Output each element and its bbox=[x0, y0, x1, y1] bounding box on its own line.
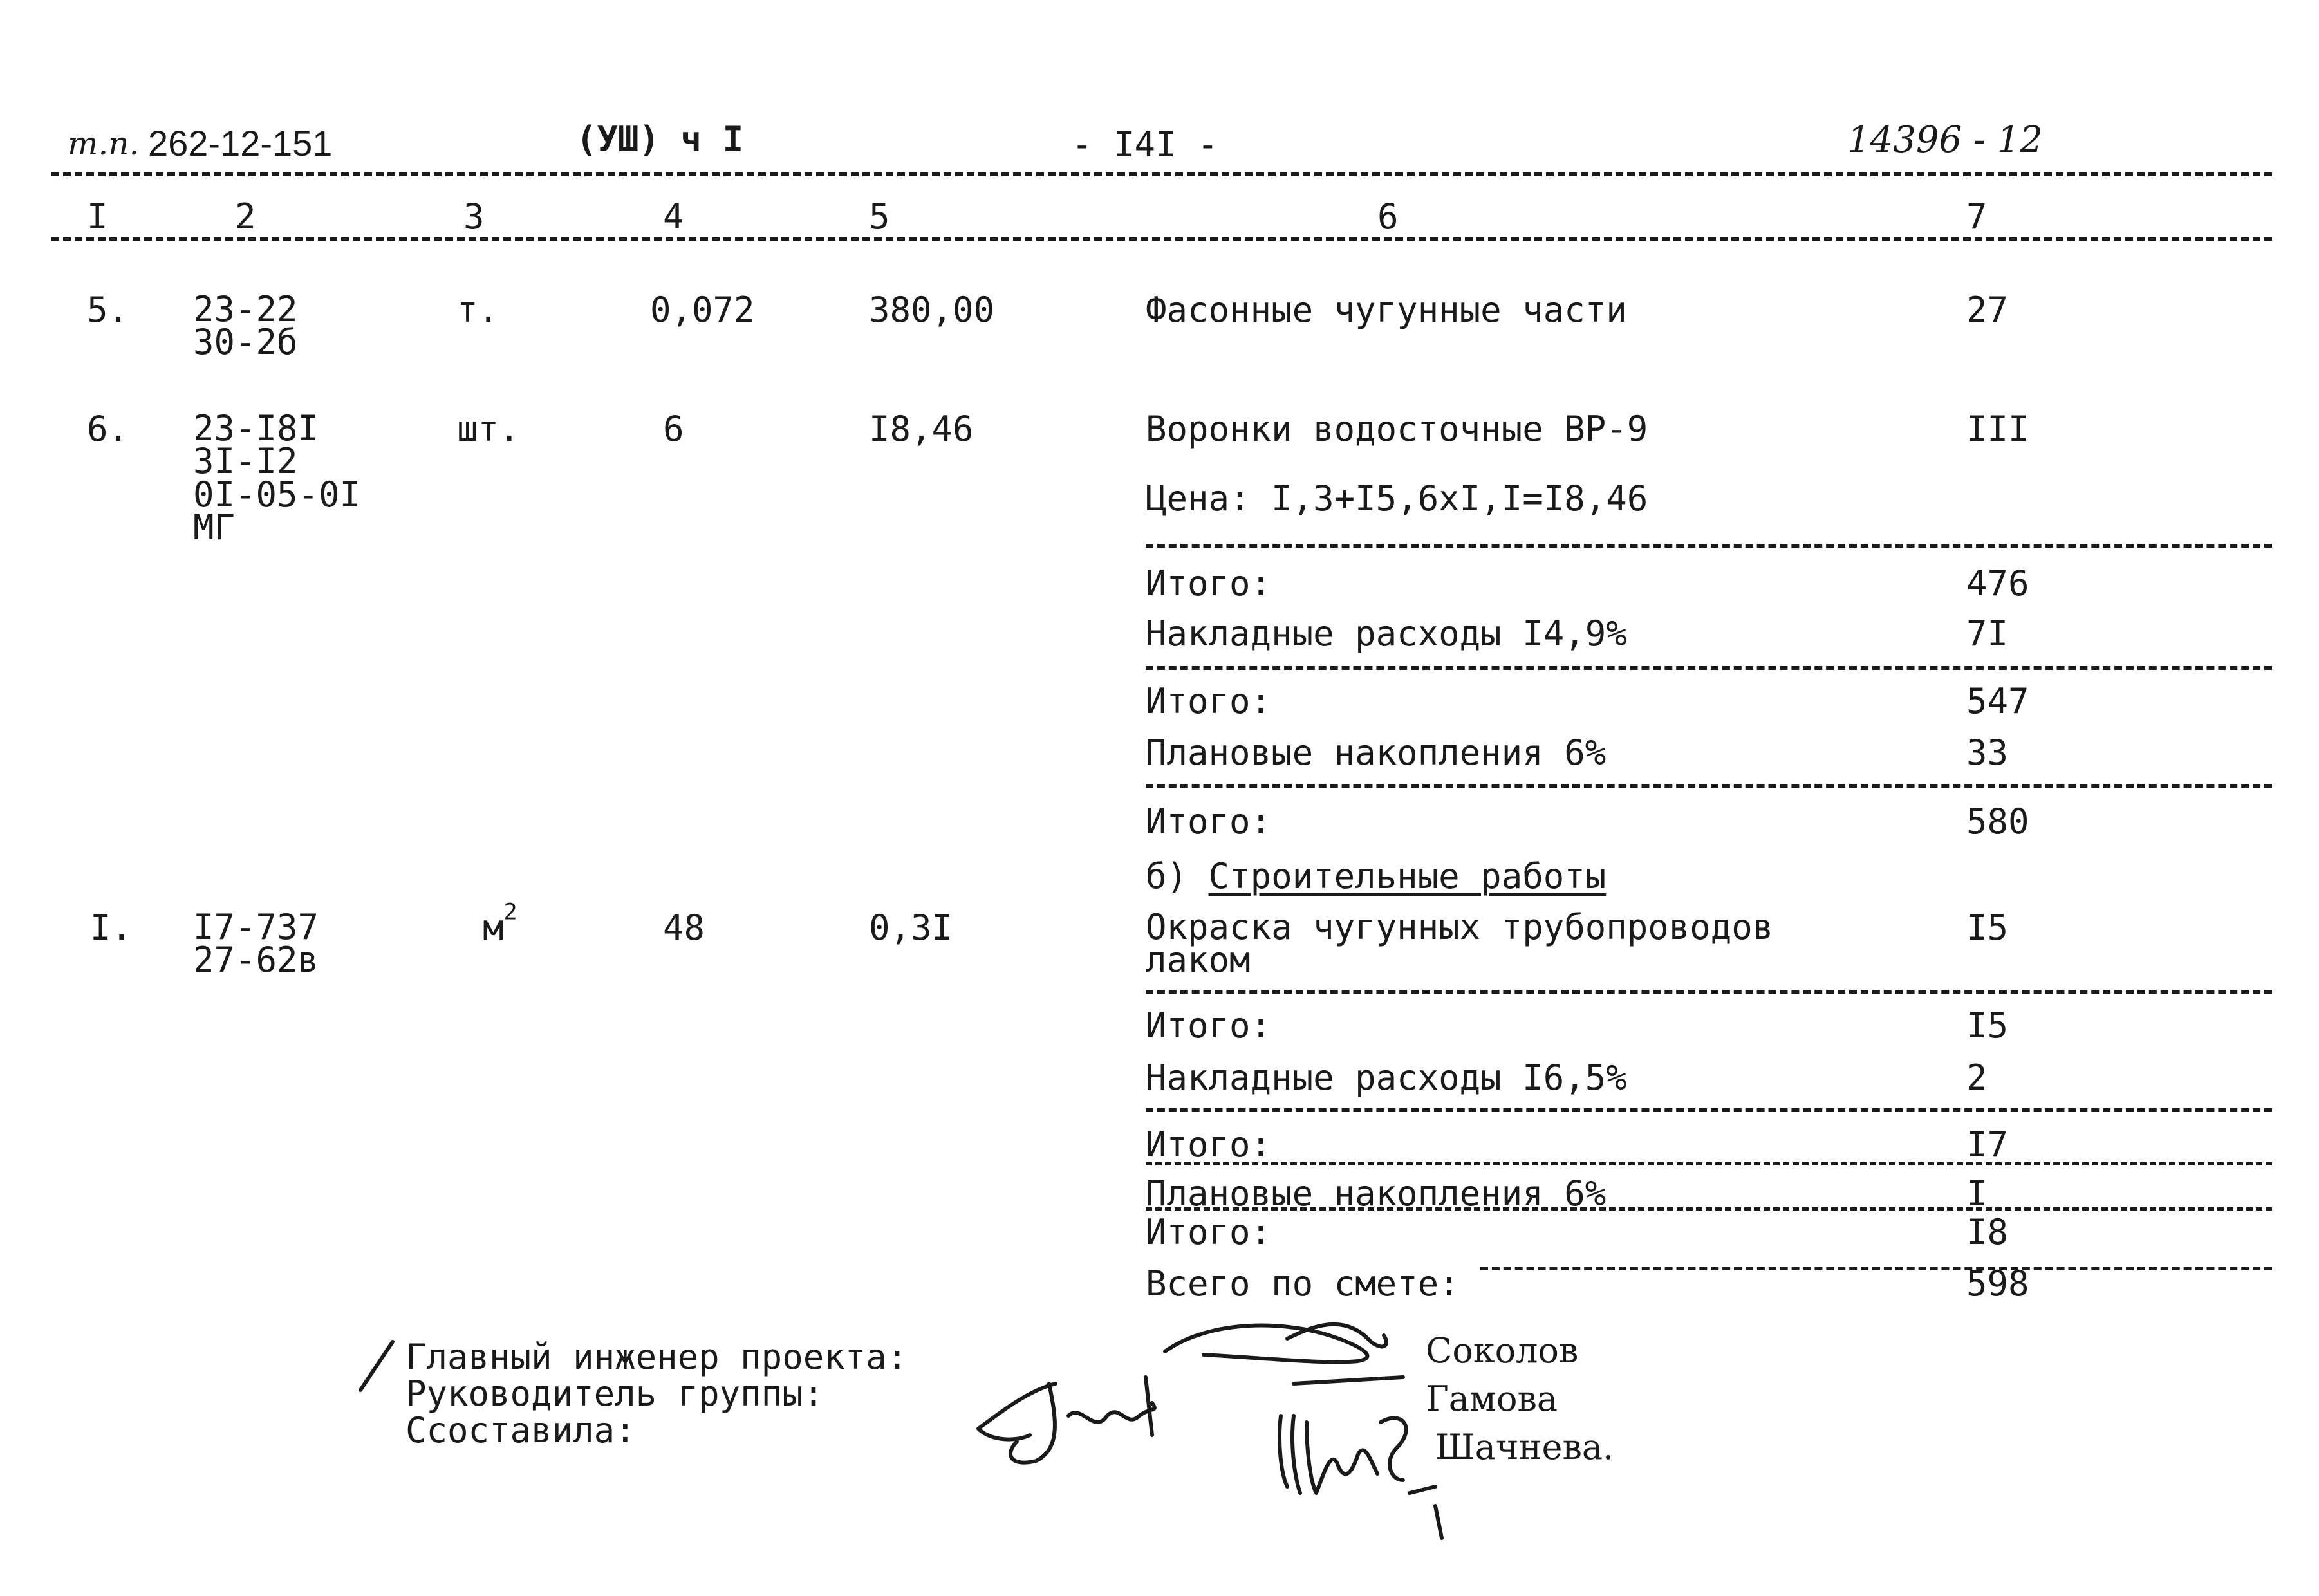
column-header-5: 5 bbox=[869, 196, 890, 237]
section-heading bbox=[1146, 856, 1607, 896]
row-number: 6. bbox=[87, 409, 129, 449]
name-shachneva: Шачнева. bbox=[1435, 1427, 1614, 1467]
summary-divider bbox=[1146, 1162, 2272, 1165]
subtotal-value: I5 bbox=[1966, 1005, 2009, 1046]
row-price: I8,46 bbox=[869, 409, 974, 449]
row-quantity: 0,072 bbox=[650, 290, 755, 330]
subtotal-label: Итого: bbox=[1146, 801, 1272, 842]
overhead-label: Накладные расходы I4,9% bbox=[1146, 613, 1627, 654]
grand-total-label: Всего по смете: bbox=[1146, 1263, 1460, 1304]
row-total: 27 bbox=[1966, 290, 2009, 330]
header-code: 262-12-151 bbox=[148, 123, 333, 163]
signature-roles bbox=[405, 1339, 908, 1449]
name-gamova: Гамова bbox=[1426, 1378, 1558, 1419]
column-header-6: 6 bbox=[1377, 196, 1399, 237]
subtotal-value: 580 bbox=[1966, 801, 2029, 842]
header-divider bbox=[51, 172, 2272, 176]
name-sokolov: Соколов bbox=[1426, 1330, 1579, 1371]
row-description: Окраска чугунных трубопроводов лаком bbox=[1146, 907, 1774, 981]
planned-savings-value: 33 bbox=[1966, 732, 2009, 773]
summary-divider bbox=[1146, 544, 2272, 548]
row-total: I5 bbox=[1966, 907, 2009, 948]
column-header-4: 4 bbox=[663, 196, 684, 237]
row-description: Воронки водосточные ВР-9 bbox=[1146, 409, 1648, 449]
planned-savings-value: I bbox=[1966, 1173, 1988, 1214]
section-prefix: б) bbox=[1146, 856, 1188, 896]
row-number: I. bbox=[90, 907, 133, 948]
price-note: Цена: I,3+I5,6xI,I=I8,46 bbox=[1146, 478, 1648, 519]
row-quantity: 6 bbox=[663, 409, 684, 449]
subtotal-value: 547 bbox=[1966, 681, 2029, 721]
subtotal-value: I8 bbox=[1966, 1212, 2009, 1252]
row-total: III bbox=[1966, 409, 2029, 449]
header-part: (УШ) ч I bbox=[576, 119, 744, 160]
section-title: Строительные работы bbox=[1208, 856, 1607, 896]
subtotal-label: Итого: bbox=[1146, 1124, 1272, 1165]
row-unit: $м^2$ bbox=[483, 898, 517, 948]
column-header-7: 7 bbox=[1966, 196, 1988, 237]
summary-divider bbox=[1146, 1108, 2272, 1112]
summary-divider bbox=[1146, 1207, 2272, 1211]
header-prefix: т.п. bbox=[68, 125, 140, 162]
subtotal-value: 476 bbox=[1966, 563, 2029, 604]
column-header-1: I bbox=[87, 196, 108, 237]
overhead-value: 7I bbox=[1966, 613, 2009, 654]
summary-divider bbox=[1146, 784, 2272, 788]
column-header-2: 2 bbox=[235, 196, 256, 237]
overhead-label: Накладные расходы I6,5% bbox=[1146, 1057, 1627, 1098]
row-code: 23-22 30-2б bbox=[193, 289, 298, 363]
grand-total-value: 598 bbox=[1966, 1263, 2029, 1304]
column-header-3: 3 bbox=[463, 196, 485, 237]
row-unit: т. bbox=[457, 290, 499, 330]
summary-divider bbox=[1480, 1267, 2272, 1270]
page-number: - I4I - bbox=[1072, 124, 1218, 165]
planned-savings-label: Плановые накопления 6% bbox=[1146, 1173, 1607, 1214]
overhead-value: 2 bbox=[1966, 1057, 1988, 1098]
row-price: 380,00 bbox=[869, 290, 995, 330]
planned-savings-label: Плановые накопления 6% bbox=[1146, 732, 1607, 773]
subtotal-label: Итого: bbox=[1146, 1212, 1272, 1252]
role-chief-engineer: Главный инженер проекта: bbox=[405, 1337, 908, 1377]
row-quantity: 48 bbox=[663, 907, 705, 948]
doc-number: 14396 - 12 bbox=[1847, 119, 2043, 161]
summary-divider bbox=[1146, 666, 2272, 670]
row-code: 23-I8I 3I-I2 0I-05-0I МГ bbox=[193, 408, 361, 548]
subtotal-label: Итого: bbox=[1146, 681, 1272, 721]
summary-divider bbox=[1146, 990, 2272, 994]
subtotal-value: I7 bbox=[1966, 1124, 2009, 1165]
row-description: Фасонные чугунные части bbox=[1146, 290, 1627, 330]
column-header-divider bbox=[51, 237, 2272, 241]
row-number: 5. bbox=[87, 290, 129, 330]
row-price: 0,3I bbox=[869, 907, 953, 948]
subtotal-label: Итого: bbox=[1146, 1005, 1272, 1046]
row-unit: шт. bbox=[457, 409, 520, 449]
subtotal-label: Итого: bbox=[1146, 563, 1272, 604]
role-compiler: Ссоставила: bbox=[405, 1410, 636, 1451]
row-code: I7-737 27-62в bbox=[193, 907, 319, 981]
role-group-leader: Руководитель группы: bbox=[405, 1373, 824, 1415]
